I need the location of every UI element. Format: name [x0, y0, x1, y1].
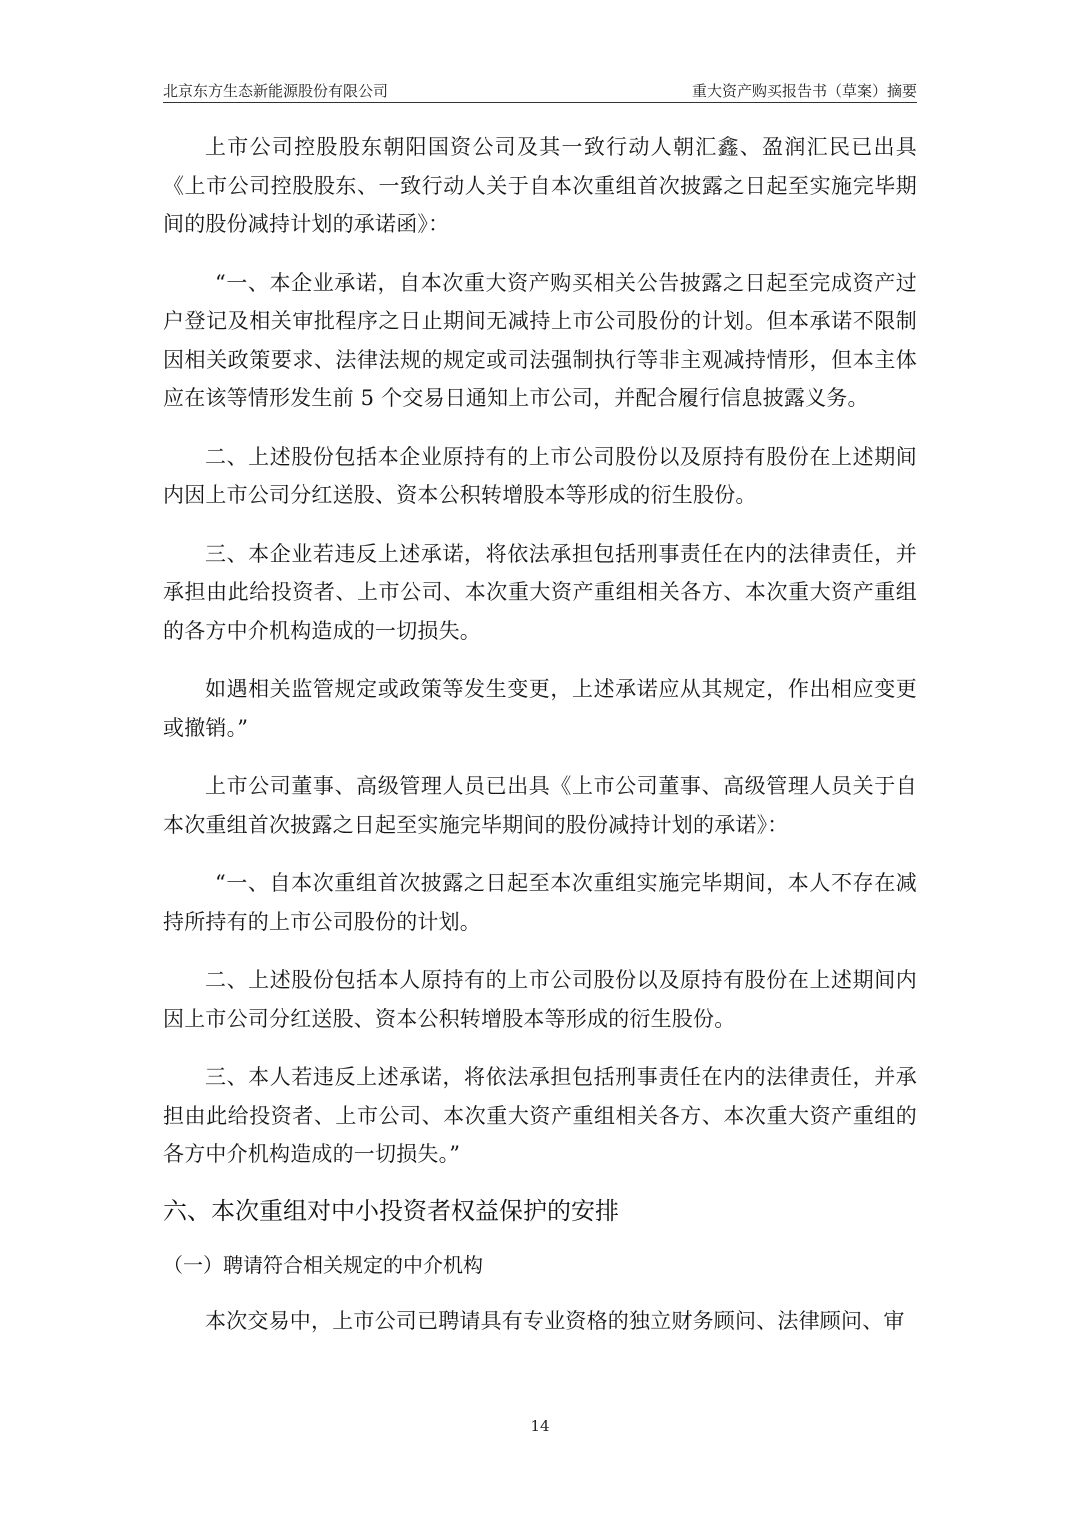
paragraph-director-commitment-2: 二、上述股份包括本人原持有的上市公司股份以及原持有股份在上述期间内因上市公司分红送股、资本公积转增股本等形成的衍生股份。 — [163, 968, 917, 1031]
section-heading: 六、本次重组对中小投资者权益保护的安排 — [163, 1196, 619, 1225]
paragraph-director-commitment-1: “一、自本次重组首次披露之日起至本次重组实施完毕期间，本人不存在减持所持有的上市公司股份的计划。 — [163, 871, 917, 934]
header-company-name: 北京东方生态新能源股份有限公司 — [163, 82, 389, 100]
subsection-heading: （一）聘请符合相关规定的中介机构 — [163, 1252, 483, 1277]
header-document-title: 重大资产购买报告书（草案）摘要 — [691, 82, 917, 100]
page-number: 14 — [530, 1417, 550, 1435]
paragraph-enterprise-commitment-3: 三、本企业若违反上述承诺，将依法承担包括刑事责任在内的法律责任，并承担由此给投资者、上市公司、本次重大资产重组相关各方、本次重大资产重组的各方中介机构造成的一切损失。 — [163, 541, 917, 643]
page-header — [163, 78, 917, 103]
paragraph-enterprise-commitment-2: 二、上述股份包括本企业原持有的上市公司股份以及原持有股份在上述期间内因上市公司分红送股、资本公积转增股本等形成的衍生股份。 — [163, 444, 917, 507]
paragraph-enterprise-commitment-1: “一、本企业承诺，自本次重大资产购买相关公告披露之日起至完成资产过户登记及相关审批程序之日止期间无减持上市公司股份的计划。但本承诺不限制因相关政策要求、法律法规的规定或司法强制执行等非主观减持情形，但本主体应在该等情形发生前 5 个交易日通知上市公司，并配合履行信息披露义务。 — [163, 270, 917, 410]
paragraph-enterprise-commitment-change: 如遇相关监管规定或政策等发生变更，上述承诺应从其规定，作出相应变更或撤销。” — [163, 677, 917, 740]
paragraph-director-commitment-intro: 上市公司董事、高级管理人员已出具《上市公司董事、高级管理人员关于自本次重组首次披露之日起至实施完毕期间的股份减持计划的承诺》： — [163, 774, 917, 837]
paragraph-director-commitment-3: 三、本人若违反上述承诺，将依法承担包括刑事责任在内的法律责任，并承担由此给投资者、上市公司、本次重大资产重组相关各方、本次重大资产重组的各方中介机构造成的一切损失。” — [163, 1065, 917, 1166]
page-body — [163, 128, 917, 1360]
paragraph-shareholder-commitment-intro: 上市公司控股股东朝阳国资公司及其一致行动人朝汇鑫、盈润汇民已出具《上市公司控股股东、一致行动人关于自本次重组首次披露之日起至实施完毕期间的股份减持计划的承诺函》： — [163, 135, 917, 236]
paragraph-intermediary-agencies: 本次交易中，上市公司已聘请具有专业资格的独立财务顾问、法律顾问、审 — [205, 1308, 905, 1333]
